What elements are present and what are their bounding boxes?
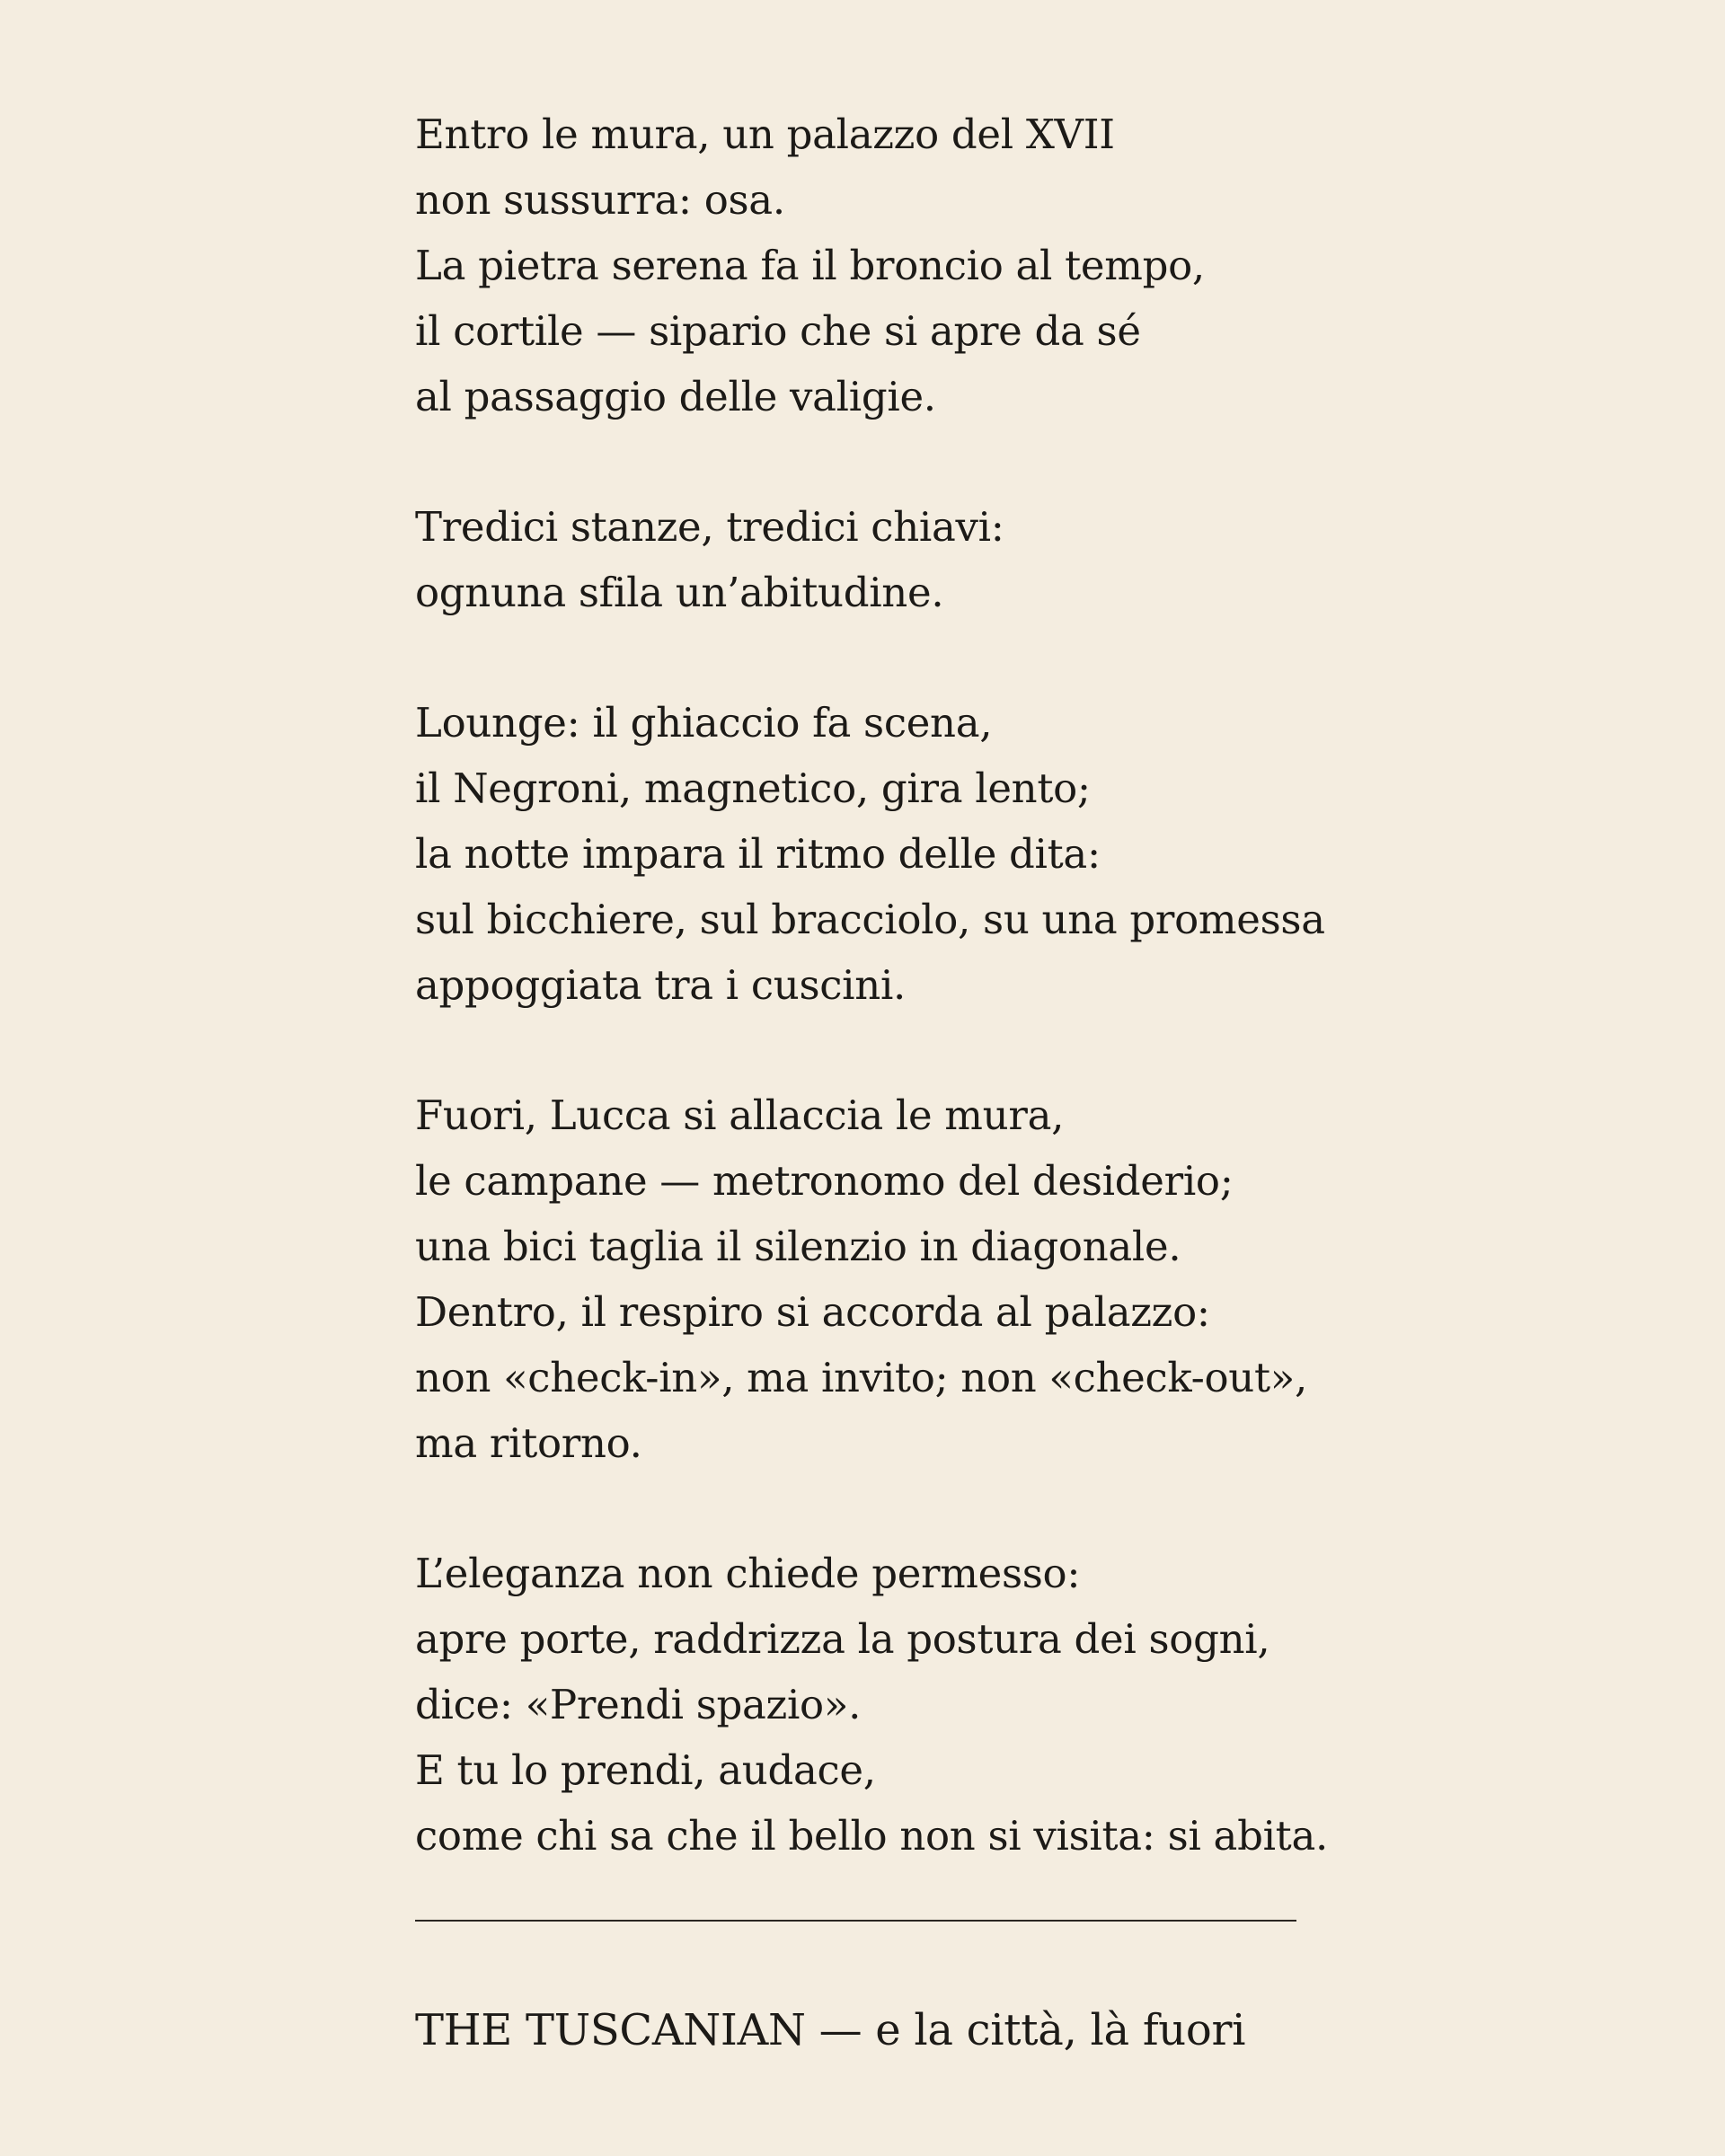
- poem-word: ma: [747, 1354, 809, 1401]
- poem-line: il Negroni, magnetico, gira lento;: [415, 764, 1091, 812]
- stanza: [415, 690, 1325, 1018]
- poem-line: La pietra serena fa il broncio al tempo,: [415, 242, 1205, 289]
- poem-line: al passaggio delle valigie.: [415, 373, 936, 420]
- poem-line: E tu lo prendi, audace,: [415, 1746, 876, 1794]
- stanza-break: [415, 1476, 1314, 1541]
- stanza: [415, 1082, 1314, 1476]
- poem-line: Fuori, Lucca si allaccia le mura,: [415, 1091, 1065, 1139]
- stanza: [415, 1541, 1328, 1869]
- poem-line: le campane — metronomo del desiderio;: [415, 1157, 1234, 1205]
- stanza-break: [415, 429, 1314, 494]
- poem-line: L’eleganza non chiede permesso:: [415, 1550, 1081, 1597]
- poem-line: appoggiata tra i cuscini.: [415, 961, 907, 1009]
- poem-line: Entro le mura, un palazzo del XVII: [415, 110, 1115, 158]
- poem-line-justified: [415, 1345, 1307, 1410]
- poem-line: una bici taglia il silenzio in diagonale.: [415, 1223, 1181, 1270]
- poem: [415, 102, 1328, 1869]
- poem-word: non: [960, 1354, 1037, 1401]
- stanza-break: [415, 625, 1314, 690]
- poem-line: apre porte, raddrizza la postura dei sogni,: [415, 1615, 1270, 1663]
- poem-line: il cortile — sipario che si apre da sé: [415, 307, 1141, 355]
- poem-line: dice: «Prendi spazio».: [415, 1681, 862, 1728]
- poem-line: Tredici stanze, tredici chiavi:: [415, 503, 1004, 551]
- poem-line: la notte impara il ritmo delle dita:: [415, 830, 1101, 878]
- poem-word: «check-out»,: [1048, 1354, 1307, 1401]
- signature: THE TUSCANIAN — e la città, là fuori: [415, 2005, 1246, 2055]
- poem-line: come chi sa che il bello non si visita: si abita.: [415, 1812, 1328, 1860]
- poem-line: Lounge: il ghiaccio fa scena,: [415, 699, 993, 747]
- poem-line: Dentro, il respiro si accorda al palazzo:: [415, 1288, 1210, 1336]
- stanza: [415, 494, 1314, 625]
- poem-line: non sussurra: osa.: [415, 176, 785, 224]
- poem-word: «check-in»,: [503, 1354, 735, 1401]
- poem-line: ma ritorno.: [415, 1419, 642, 1467]
- poem-word: invito;: [820, 1354, 949, 1401]
- poem-line: sul bicchiere, sul bracciolo, su una promessa: [415, 896, 1325, 943]
- stanza: [415, 102, 1314, 429]
- poem-word: non: [415, 1354, 491, 1401]
- poem-line: ognuna sfila un’abitudine.: [415, 569, 944, 616]
- divider-rule: [415, 1920, 1296, 1922]
- stanza-break: [415, 1018, 1314, 1082]
